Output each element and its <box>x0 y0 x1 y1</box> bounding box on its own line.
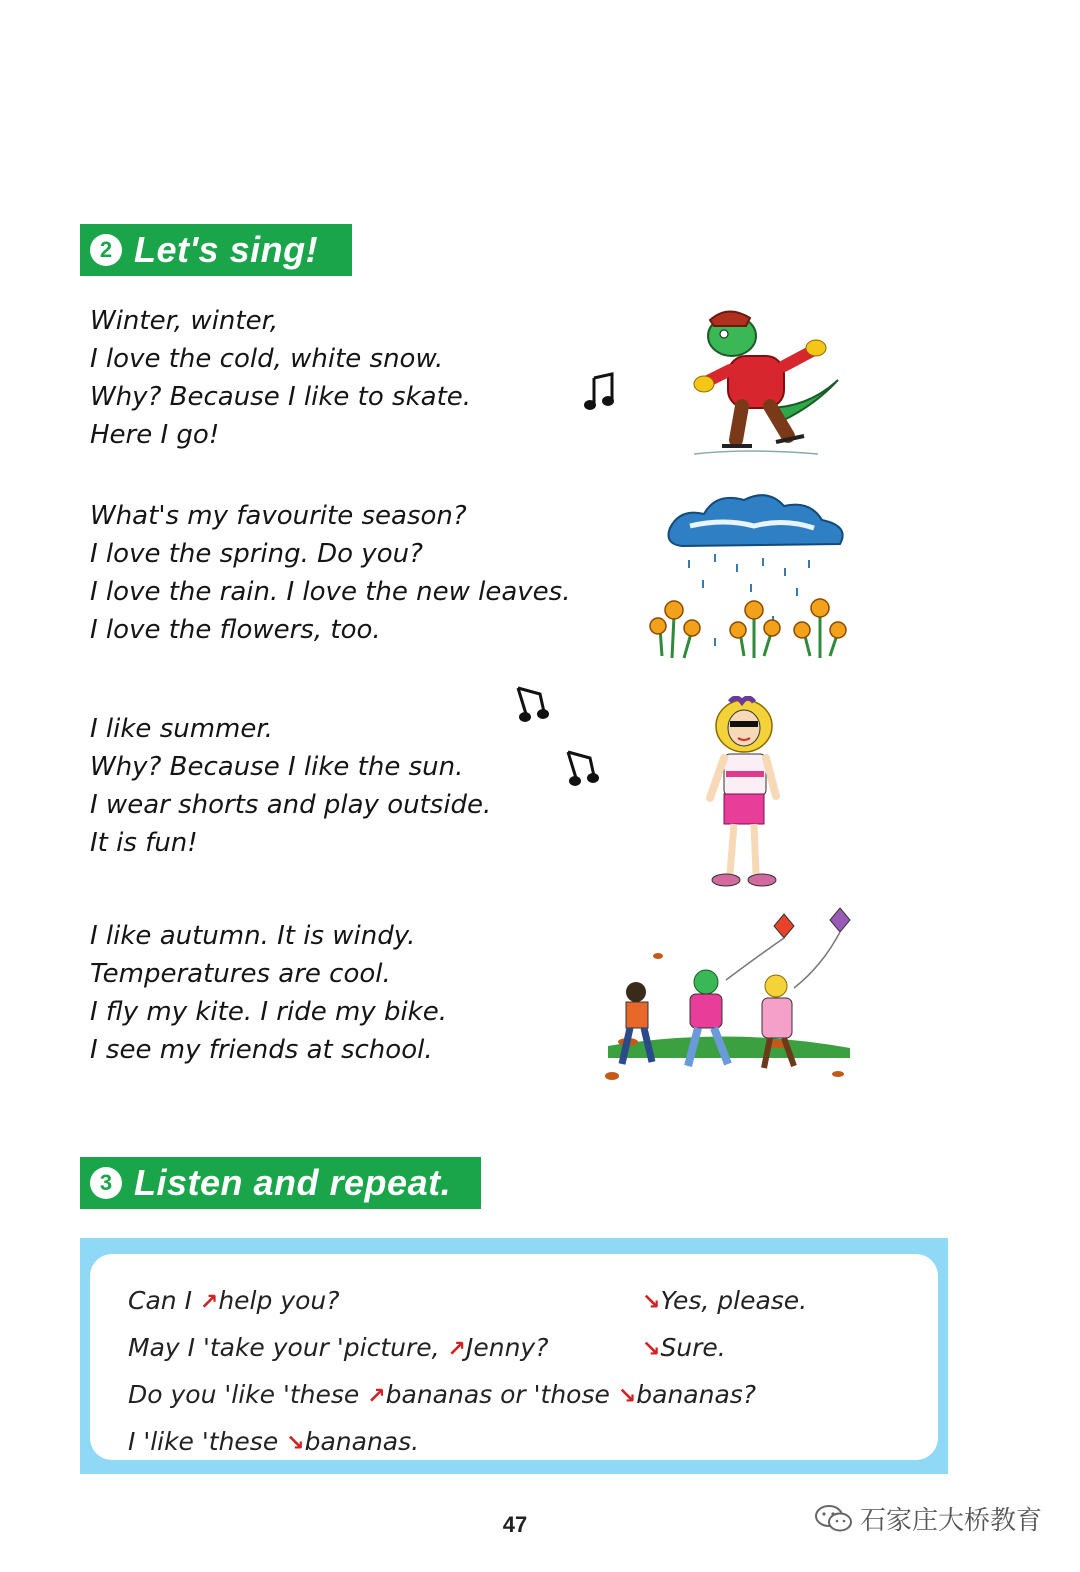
lyric-line: What's my favourite season? <box>90 501 467 531</box>
lyric-line: I wear shorts and play outside. <box>90 790 492 820</box>
page-number: 47 <box>502 1512 528 1537</box>
reply-text: Yes, please. <box>660 1286 808 1315</box>
lyric-line: I love the spring. Do you? <box>90 539 423 569</box>
falling-intonation-arrow-icon: ↘ <box>642 1290 661 1315</box>
music-note-icon <box>512 684 552 726</box>
dialogue-text: bananas? <box>636 1380 757 1409</box>
lyric-line: Winter, winter, <box>90 306 279 336</box>
dialogue-text: bananas or 'those <box>385 1380 618 1409</box>
rising-intonation-arrow-icon: ↗ <box>199 1290 219 1315</box>
stanza-spring <box>90 497 571 649</box>
dialogue-line <box>128 1333 549 1362</box>
section-3-header <box>80 1157 481 1209</box>
section-number-badge: 3 <box>90 1167 122 1199</box>
stanza-summer <box>90 710 491 862</box>
watermark <box>814 1500 1042 1537</box>
lyric-line: I like autumn. It is windy. <box>90 921 416 951</box>
lyric-line: Why? Because I like to skate. <box>90 382 472 412</box>
section-number-badge: 2 <box>90 234 122 266</box>
dialogue-reply <box>642 1333 726 1362</box>
lyric-line: I see my friends at school. <box>90 1035 433 1065</box>
girl-sunglasses-illustration <box>700 696 786 890</box>
dialogue-text: help you? <box>218 1286 340 1315</box>
stanza-winter <box>90 302 471 454</box>
dialogue-line <box>128 1427 419 1456</box>
dialogue-line <box>128 1286 340 1315</box>
wechat-icon <box>814 1503 854 1535</box>
lyric-line: Temperatures are cool. <box>90 959 391 989</box>
falling-intonation-arrow-icon: ↘ <box>642 1337 661 1362</box>
music-note-icon <box>582 372 620 414</box>
dialogue-text: bananas. <box>304 1427 420 1456</box>
dialogue-reply <box>642 1286 807 1315</box>
dialogue-text: Do you 'like 'these <box>128 1380 368 1409</box>
section-title: Listen and repeat. <box>134 1162 452 1203</box>
reply-text: Sure. <box>660 1333 726 1362</box>
listen-repeat-box <box>80 1238 948 1474</box>
lyric-line: I love the flowers, too. <box>90 615 381 645</box>
lyric-line: I love the rain. I love the new leaves. <box>90 577 571 607</box>
section-2-header <box>80 224 352 276</box>
rising-intonation-arrow-icon: ↗ <box>367 1384 386 1409</box>
falling-intonation-arrow-icon: ↘ <box>286 1431 305 1456</box>
lyric-line: It is fun! <box>90 828 198 858</box>
lyric-line: I love the cold, white snow. <box>90 344 444 374</box>
rising-intonation-arrow-icon: ↗ <box>447 1337 466 1362</box>
falling-intonation-arrow-icon: ↘ <box>617 1384 637 1409</box>
skating-dinosaur-illustration <box>688 308 848 460</box>
lyric-line: I like summer. <box>90 714 273 744</box>
dialogue-text: I 'like 'these <box>128 1427 287 1456</box>
lyric-line: Here I go! <box>90 420 220 450</box>
watermark-text: 石家庄大桥教育 <box>859 1506 1042 1536</box>
dialogue-line <box>128 1380 756 1409</box>
music-note-icon <box>562 748 602 790</box>
section-title: Let's sing! <box>134 229 319 270</box>
dialogue-text: Can I <box>128 1286 200 1315</box>
dialogue-text: Jenny? <box>465 1333 549 1362</box>
kids-flying-kites-illustration <box>588 906 874 1098</box>
rain-cloud-flowers-illustration <box>644 488 856 670</box>
lyric-line: I fly my kite. I ride my bike. <box>90 997 447 1027</box>
listen-repeat-content <box>90 1254 938 1460</box>
dialogue-text: May I 'take your 'picture, <box>128 1333 448 1362</box>
lyric-line: Why? Because I like the sun. <box>90 752 464 782</box>
stanza-autumn <box>90 917 447 1069</box>
